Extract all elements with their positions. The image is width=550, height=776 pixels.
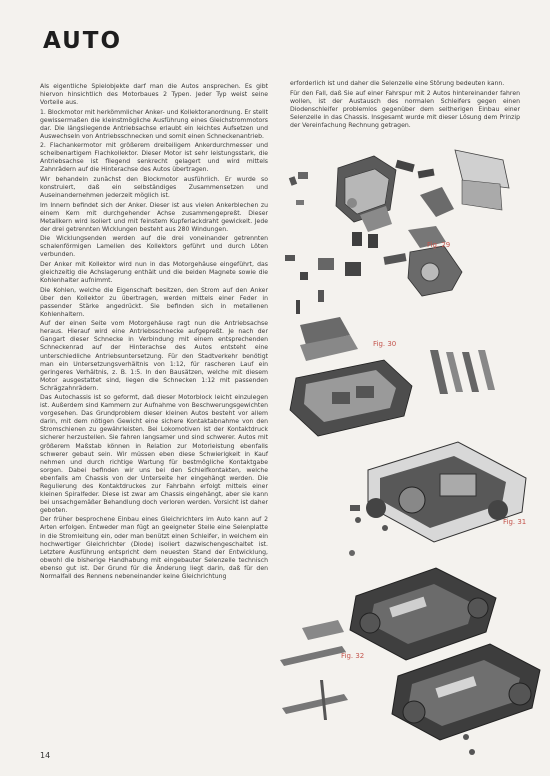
fig30-label: Fig. 30	[373, 340, 397, 348]
fig31-label: Fig. 31	[503, 518, 527, 526]
paragraph: Wir behandeln zunächst den Blockmotor ausführlich. Er wurde so konstruiert, daß ein selbständiges Zusammensetzen und Auseinandernehmen jederzeit möglich ist.	[40, 176, 268, 200]
paragraph: Die Kohlen, welche die Eigenschaft besitzen, den Strom auf den Anker über den Kollektor zu übertragen, werden mittels einer Feder in passender Stärke angedrückt. Sie befinden sich in metallenen Kohlenhaltern.	[40, 286, 268, 318]
fig32-label: Fig. 32	[341, 652, 365, 660]
page-title: AUTO	[43, 28, 123, 54]
page-number: 14	[40, 751, 51, 760]
fig32-car-underside	[280, 550, 540, 755]
fig29-label: Fig. 29	[427, 241, 451, 249]
paragraph: Die Wicklungsenden werden auf die drei voneinander getrennten schalenförmigen Lamellen des Kollektors geführt und durch Löten verbunden.	[40, 235, 268, 259]
paragraph: 2. Flachankermotor mit größerem dreiteiligem Ankerdurchmesser und scheibenartigem Flachkollektor. Dieser Motor ist sehr leistungsstark, die Antriebsachse ist fliegend senkrecht gelagert und wird mittels Zahnrädern auf die Hinterachse des Autos übertragen.	[40, 142, 268, 174]
paragraph: erforderlich ist und daher die Selenzelle eine Störung bedeuten kann.	[290, 80, 505, 87]
fig31-assembled-chassis	[350, 442, 526, 542]
paragraph: Auf der einen Seite vom Motorgehäuse ragt nun die Antriebsachse heraus. Hierauf wird eine Antriebsschnecke aufgepreßt. Je nach der Gangart dieser Schnecke in Verbindung mit einem entsprechenden Schneckenrad auf der Hinterachse des Autos entsteht eine unterschiedliche Antriebsuntersetzung. Für den Stadtverkehr benötigt man ein Untersetzungsverhältnis von 1:12, für rascheren Lauf ein geringeres Verhältnis, z. B. 1:5. In den Bausätzen, welche mit diesem Motor ausgestattet sind, liegen die Schnecken 1:12 mit passenden Schrägzahnrädern.	[40, 320, 268, 392]
paragraph: Im Innern befindet sich der Anker. Dieser ist aus vielen Ankerblechen zu einem Kern mit durchgehender Achse zusammengepreßt. Dieser Metallkern wird isoliert und mit feinstem Kupferlackdraht gewickelt. Jede der drei getrennten Wicklungen besteht aus 280 Windungen.	[40, 201, 268, 233]
paragraph: Als eigentliche Spielobjekte darf man die Autos ansprechen. Es gibt hiervon hinsichtlich des Motorbaues 2 Typen. Jeder Typ weist seine Vorteile aus.	[40, 83, 268, 107]
paragraph: Das Autochassis ist so geformt, daß dieser Motorblock leicht einzulegen ist. Außerdem sind Kammern zur Aufnahme von Beschwerungsgewichten vorgesehen. Das Grundproblem dieser kleinen Autos besteht vor allem darin, mit dem nötigen Gewicht eine sichere Kontaktabnahme von den Stromschienen zu gewährleisten. Bei Lokomotiven ist der Kontaktdruck sicherer herzustellen. Sie fahren langsamer und sind schwerer. Autos mit größerem Maßstab können in Relation zur Motorleistung ebenfalls schwerer gebaut sein. Wir müssen eben diese Schwierigkeit in Kauf nehmen und durch richtige Wartung für bestmögliche Kontaktgabe sorgen. Dabei befinden wir uns bei den Schleifkontakten, welche ebenfalls am Chassis von der Unterseite her eingehängt werden. Die Regulierung des Kontaktdruckes zur Fahrbahn erfolgt mittels einer kleinen Spiralfeder. Diese ist zwar am Chassis eingehängt, aber sie kann bei unsachgemäßer Behandlung doch verloren werden. Vorsicht ist daher geboten.	[40, 394, 268, 514]
paragraph: 1. Blockmotor mit herkömmlicher Anker- und Kollektoranordnung. Er stellt gewissermaßen die kleinstmögliche Ausführung eines Gleichstrommotors dar. Die längsliegende Antriebsachse erlaubt ein leichtes Aufsetzen und Auswechseln von Antriebsschnecken und somit einen Schneckenantrieb.	[40, 108, 268, 140]
paragraph: Der Anker mit Kollektor wird nun in das Motorgehäuse eingeführt, das gleichzeitig die Achslagerung enthält und die beiden Magnete sowie die Kohlenhalter aufnimmt.	[40, 260, 268, 285]
paragraph: Der früher besprochene Einbau eines Gleichrichters im Auto kann auf 2 Arten erfolgen. Entweder man fügt an geeigneter Stelle eine Selenplatte in die Stromleitung ein, oder man benützt einen Schleifer, in welchem ein hochwertiger Gleichrichter (Diode) isoliert dazwischengeschaltet ist. Letztere Ausführung entspricht dem neuesten Stand der Entwicklung, obwohl die bisherige Handhabung mit eingebauter Selenzelle technisch ebenso gut ist. Der Grund für die Änderung liegt darin, daß für den Normalfall des Rennens nebeneinander keine Gleichrichtung	[40, 516, 268, 580]
paragraph: Für den Fall, daß Sie auf einer Fahrspur mit 2 Autos hintereinander fahren wollen, ist der Austausch des normalen Schleifers gegen einen Diodenschleifer problemlos gegenüber dem seitherigen Einbau einer Selenzelle in das Chassis. Insgesamt wurde mit dieser Lösung dem Prinzip der Vereinfachung Rechnung getragen.	[290, 89, 520, 129]
fig30-chassis	[290, 317, 495, 436]
fig29-motor-parts	[285, 150, 509, 314]
